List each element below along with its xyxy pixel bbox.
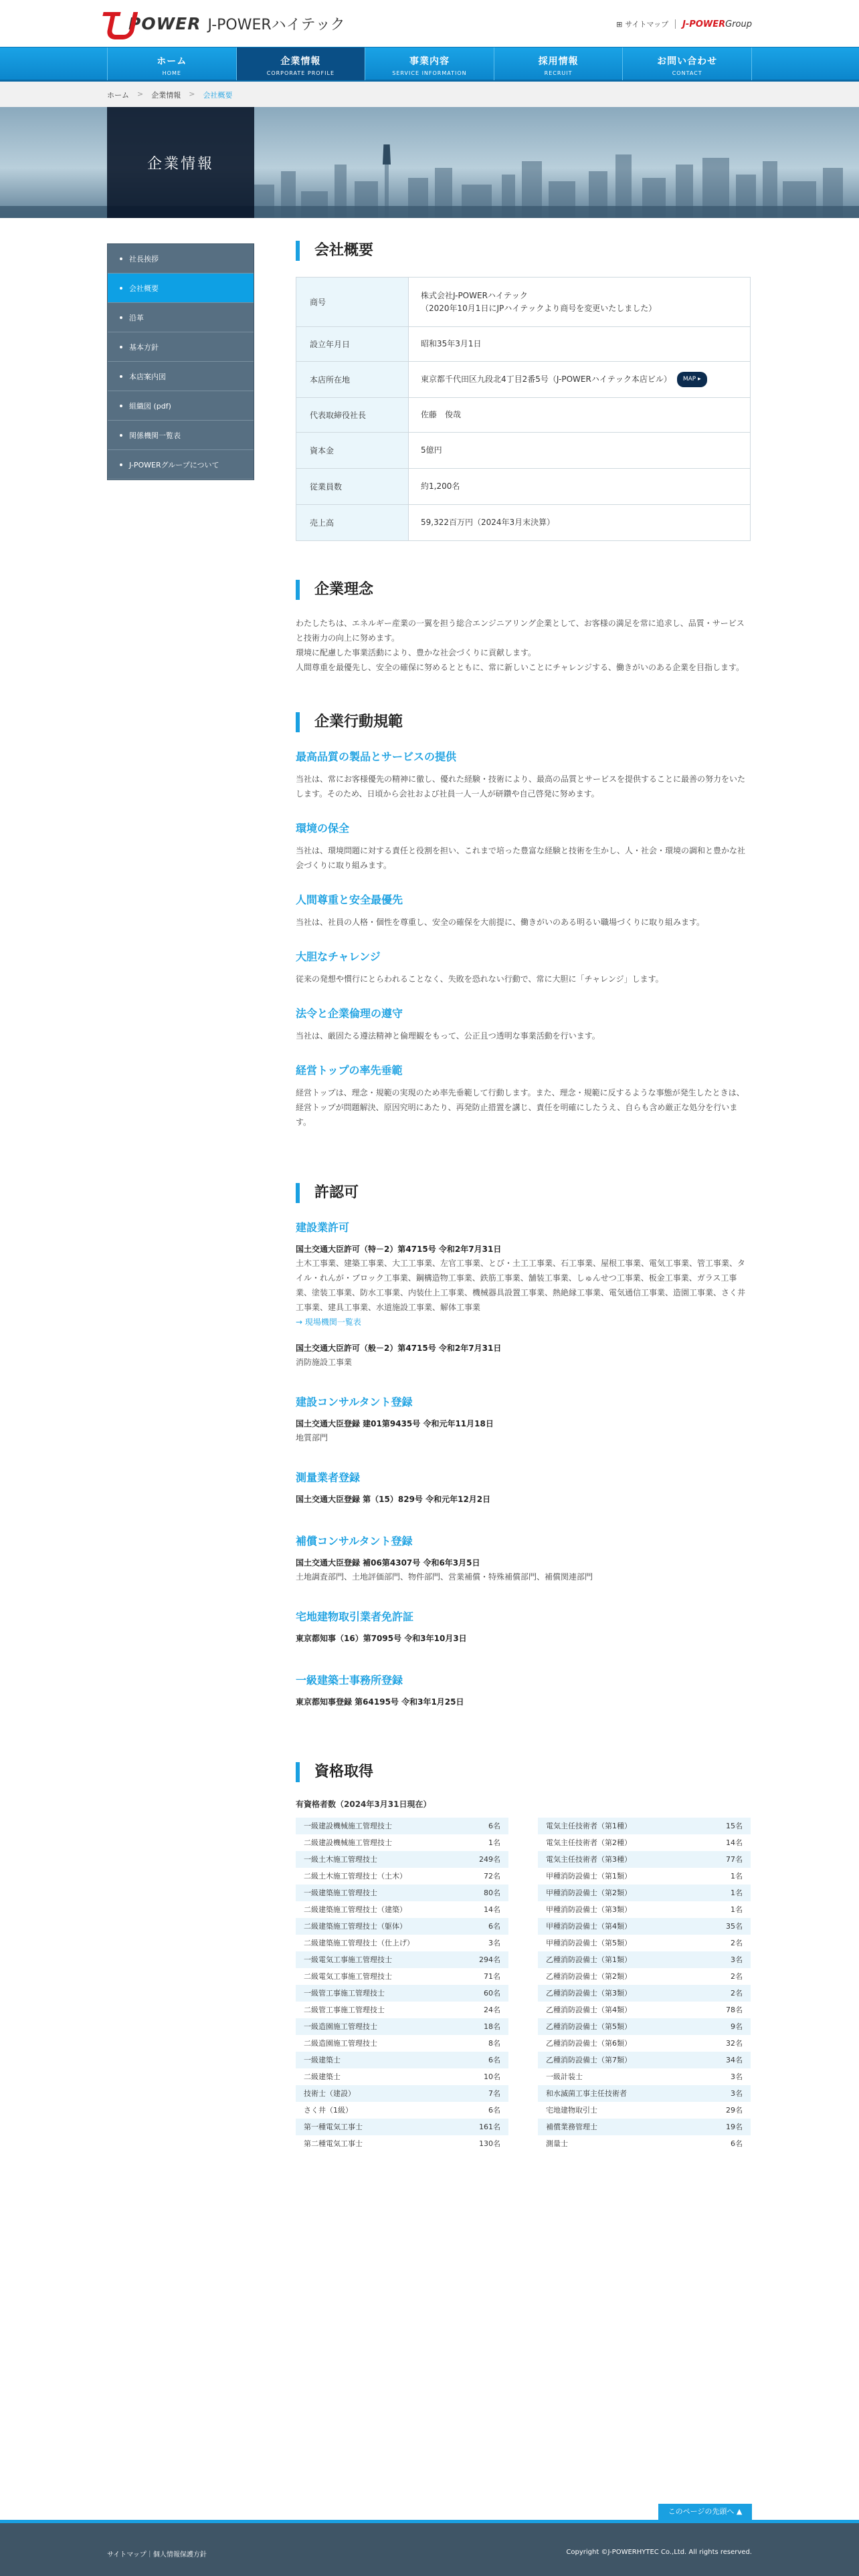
qualification-row (538, 1834, 751, 1851)
qualification-count: 294名 (479, 1955, 500, 1964)
qualifications-column-right (538, 1818, 751, 2152)
sidebar-item-org-chart[interactable]: 組織図 (pdf) (108, 391, 254, 421)
company-name: 株式会社J-POWERハイテック (421, 290, 528, 300)
sidebar-item-related[interactable]: 関係機関一覧表 (108, 421, 254, 450)
philosophy-line: わたしたちは、エネルギー産業の一翼を担う総合エンジニアリング企業として、お客様の満足を常に追求し、品質・サービスと技術力の向上に努めます。 (296, 619, 745, 643)
address-text: 東京都千代田区九段北4丁目2番5号（J-POWERハイテック本店ビル） (421, 374, 672, 384)
row-value: 佐藤 俊哉 (409, 398, 751, 433)
conduct-item-text: 当社は、厳固たる遵法精神と倫理観をもって、公正且つ透明な事業活動を行います。 (296, 1031, 600, 1041)
row-value: 昭和35年3月1日 (409, 327, 751, 362)
qualification-name: 一級建築施工管理技士 (304, 1889, 377, 1897)
sidebar-item-profile[interactable]: 会社概要 (108, 274, 254, 303)
qualification-count: 3名 (488, 1939, 500, 1947)
qualification-row (538, 2102, 751, 2119)
qualification-name: 電気主任技術者（第1種） (546, 1822, 632, 1830)
qualification-row (296, 2068, 508, 2085)
qualification-row (296, 1868, 508, 1885)
row-label: 資本金 (296, 433, 409, 469)
qualification-count: 1名 (488, 1838, 500, 1847)
qualification-row (296, 1985, 508, 2002)
qualification-name: 補償業務管理士 (546, 2123, 597, 2131)
license-title: 一級建築士事務所登録 (296, 1674, 403, 1687)
qualification-count: 1名 (731, 1889, 743, 1897)
gnav-label: お問い合わせ (657, 56, 718, 67)
gnav-label: ホーム (157, 56, 187, 67)
license-detail: 地質部門 (296, 1433, 328, 1442)
qualification-row (538, 1885, 751, 1901)
conduct-item-title: 経営トップの率先垂範 (296, 1064, 403, 1077)
philosophy-heading: 企業理念 (296, 580, 751, 600)
row-value: 5億円 (409, 433, 751, 469)
conduct-item-text: 当社は、常にお客様優先の精神に徹し、優れた経験・技術により、最高の品質とサービスを提供することに最善の努力をいたします。そのため、日頃から会社および社員一人一人が研鑽や自己啓発に努めます。 (296, 774, 746, 798)
qualification-name: 乙種消防設備士（第5類） (546, 2022, 632, 2031)
qualification-name: 甲種消防設備士（第1類） (546, 1872, 632, 1881)
site-footer (0, 2520, 859, 2576)
table-row (296, 327, 751, 362)
conduct-item-title: 大胆なチャレンジ (296, 950, 381, 963)
profile-table (296, 277, 751, 541)
qualification-count: 2名 (731, 1939, 743, 1947)
qualification-name: 甲種消防設備士（第2類） (546, 1889, 632, 1897)
j-power-logo-icon (107, 12, 127, 35)
conduct-item-title: 最高品質の製品とサービスの提供 (296, 750, 457, 763)
qualification-row (538, 1818, 751, 1834)
license-title: 建設コンサルタント登録 (296, 1396, 413, 1408)
qualification-name: 乙種消防設備士（第7類） (546, 2056, 632, 2064)
qualification-name: 宅地建物取引士 (546, 2106, 597, 2115)
qualification-count: 7名 (488, 2089, 500, 2098)
qualification-row (538, 2002, 751, 2018)
page-top-label: このページの先頭へ (668, 2507, 735, 2516)
licenses-heading: 許認可 (296, 1183, 751, 1203)
qualification-row (296, 1901, 508, 1918)
qualification-count: 14名 (484, 1905, 500, 1914)
qualification-row (296, 2102, 508, 2119)
qualification-name: 二級建築施工管理技士（仕上げ） (304, 1939, 414, 1947)
license-detail: 土地調査部門、土地評価部門、物件部門、営業補償・特殊補償部門、補償関連部門 (296, 1572, 593, 1582)
qualification-row (296, 2035, 508, 2052)
row-label: 代表取締役社長 (296, 398, 409, 433)
qualification-row (296, 2052, 508, 2068)
hero-banner (0, 107, 859, 218)
gnav-label: 事業内容 (409, 56, 450, 67)
qualification-name: さく井（1級） (304, 2106, 353, 2115)
map-button[interactable] (677, 372, 707, 387)
qualification-row (538, 2068, 751, 2085)
conduct-item-text: 当社は、環境問題に対する責任と役割を担い、これまで培った豊富な経験と技術を生かし、人・社会・環境の調和と豊かな社会づくりに取り組みます。 (296, 846, 746, 870)
map-button-label: MAP (682, 376, 696, 383)
qualification-count: 14名 (726, 1838, 743, 1847)
qualification-count: 35名 (726, 1922, 743, 1931)
license-number: 国土交通大臣登録 建01第9435号 令和元年11月18日 (296, 1419, 494, 1428)
site-logo[interactable] (107, 12, 345, 35)
qualification-name: 乙種消防設備士（第4類） (546, 2006, 632, 2014)
qualification-count: 18名 (484, 2022, 500, 2031)
gnav-sublabel: CONTACT (672, 70, 702, 76)
site-header (0, 0, 859, 47)
gnav-corporate[interactable] (237, 47, 366, 80)
breadcrumb-separator: > (189, 90, 195, 98)
breadcrumb-separator: > (137, 90, 144, 98)
qualification-name: 甲種消防設備士（第4類） (546, 1922, 632, 1931)
gnav-label: 企業情報 (280, 56, 321, 67)
company-name-note: （2020年10月1日にJPハイテックより商号を変更いたしました） (421, 303, 657, 313)
qualification-count: 3名 (731, 2089, 743, 2098)
conduct-item-text: 当社は、社員の人格・個性を尊重し、安全の確保を大前提に、働きがいのある明るい職場づくりに取り組みます。 (296, 918, 705, 927)
qualification-count: 1名 (731, 1905, 743, 1914)
qualification-name: 二級建築施工管理技士（建築） (304, 1905, 407, 1914)
qualification-count: 249名 (479, 1855, 500, 1864)
qualification-count: 32名 (726, 2039, 743, 2048)
conduct-item-text: 従来の発想や慣行にとらわれることなく、失敗を恐れない行動で、常に大胆に「チャレンジ」します。 (296, 974, 664, 984)
sidebar-item-policy[interactable]: 基本方針 (108, 332, 254, 362)
qualification-row (296, 1968, 508, 1985)
qualification-count: 15名 (726, 1822, 743, 1830)
qualification-row (538, 1901, 751, 1918)
breadcrumb-home[interactable]: ホーム (107, 91, 129, 100)
license-number: 国土交通大臣登録 補06第4307号 令和6年3月5日 (296, 1558, 480, 1568)
breadcrumb-parent[interactable]: 企業情報 (151, 91, 181, 100)
gnav-label: 採用情報 (538, 56, 579, 67)
conduct-item-text: 経営トップは、理念・規範の実現のため率先垂範して行動します。また、理念・規範に反するような事態が発生したときは、経営トップが問題解決、原因究明にあたり、再発防止措置を講じ、責任を明確にしたうえ、自らも含め厳正な処分を行います。 (296, 1088, 745, 1127)
qualification-count: 6名 (488, 1922, 500, 1931)
qualification-row (296, 2135, 508, 2152)
qualification-name: 乙種消防設備士（第2類） (546, 1972, 632, 1981)
copyright: Copyright ©J-POWERHYTEC Co.,Ltd. All rights reserved. (566, 2549, 752, 2556)
qualification-name: 一級管工事施工管理技士 (304, 1989, 385, 1998)
qualification-name: 測量士 (546, 2139, 568, 2148)
gnav-contact[interactable] (623, 47, 752, 80)
qualification-row (538, 2119, 751, 2135)
qualification-row (538, 1918, 751, 1935)
qualification-count: 72名 (484, 1872, 500, 1881)
qualification-row (296, 1834, 508, 1851)
qualifications-heading: 資格取得 (296, 1762, 751, 1782)
group-logo-text: J-POWER (682, 19, 726, 29)
table-row (296, 433, 751, 469)
qualification-name: 電気主任技術者（第2種） (546, 1838, 632, 1847)
table-row (296, 505, 751, 541)
arrow-up-icon: ▲ (736, 2507, 743, 2516)
qualification-count: 6名 (488, 1822, 500, 1830)
qualification-row (296, 1935, 508, 1951)
license-number: 東京都知事登録 第64195号 令和3年1月25日 (296, 1697, 464, 1707)
license-number: 東京都知事（16）第7095号 令和3年10月3日 (296, 1634, 467, 1643)
qualification-name: 一級造園施工管理技士 (304, 2022, 377, 2031)
table-row (296, 278, 751, 327)
qualification-row (538, 1951, 751, 1968)
qualification-count: 77名 (726, 1855, 743, 1864)
conduct-item-title: 法令と企業倫理の遵守 (296, 1007, 403, 1020)
qualification-row (296, 1885, 508, 1901)
sitemap-icon: ⊞ (616, 19, 623, 29)
utility-nav (616, 19, 752, 29)
qualification-row (538, 1851, 751, 1868)
breadcrumb (0, 82, 859, 107)
site-list-link[interactable]: → 現場機関一覧表 (296, 1317, 361, 1327)
hero-title: 企業情報 (107, 107, 254, 218)
qualification-name: 乙種消防設備士（第6類） (546, 2039, 632, 2048)
gnav-sublabel: HOME (162, 70, 181, 76)
qualification-row (538, 1868, 751, 1885)
qualification-name: 一級計装士 (546, 2072, 583, 2081)
qualifications-column-left (296, 1818, 508, 2152)
utility-divider (675, 19, 676, 29)
gnav-service[interactable] (365, 47, 494, 80)
qualification-name: 第一種電気工事士 (304, 2123, 363, 2131)
philosophy-line: 環境に配慮した事業活動により、豊かな社会づくりに貢献します。 (296, 648, 537, 657)
qualification-name: 一級土木施工管理技士 (304, 1855, 377, 1864)
qualification-row (538, 2035, 751, 2052)
row-label: 設立年月日 (296, 327, 409, 362)
qualification-count: 24名 (484, 2006, 500, 2014)
qualification-name: 二級建築士 (304, 2072, 341, 2081)
qualification-name: 二級建築施工管理技士（躯体） (304, 1922, 407, 1931)
qualifications-date: 有資格者数（2024年3月31日現在） (296, 1800, 432, 1809)
qualification-row (538, 1935, 751, 1951)
qualification-count: 9名 (731, 2022, 743, 2031)
qualifications-table (296, 1818, 751, 2152)
table-row (296, 469, 751, 505)
qualification-row (296, 2119, 508, 2135)
qualification-row (538, 2135, 751, 2152)
qualification-name: 和水滅菌工事主任技術者 (546, 2089, 627, 2098)
gnav-sublabel: SERVICE INFORMATION (392, 70, 467, 76)
qualification-count: 29名 (726, 2106, 743, 2115)
logo-power-text: POWER (128, 13, 201, 33)
qualification-name: 二級造園施工管理技士 (304, 2039, 377, 2048)
sidebar-item-history[interactable]: 沿革 (108, 303, 254, 332)
jpower-group-logo[interactable] (682, 19, 752, 29)
qualification-row (296, 2085, 508, 2102)
qualification-name: 第二種電気工事士 (304, 2139, 363, 2148)
row-value (409, 362, 751, 398)
license-number: 国土交通大臣許可（般－2）第4715号 令和2年7月31日 (296, 1344, 502, 1353)
qualification-name: 二級管工事施工管理技士 (304, 2006, 385, 2014)
row-value (409, 278, 751, 327)
qualification-name: 甲種消防設備士（第3類） (546, 1905, 632, 1914)
qualification-name: 二級電気工事施工管理技士 (304, 1972, 392, 1981)
license-title: 建設業許可 (296, 1221, 350, 1234)
row-value: 約1,200名 (409, 469, 751, 505)
qualification-name: 技術士（建設） (304, 2089, 355, 2098)
qualification-count: 3名 (731, 2072, 743, 2081)
table-row (296, 362, 751, 398)
license-detail: 消防施設工事業 (296, 1358, 353, 1367)
conduct-item-title: 環境の保全 (296, 822, 350, 835)
qualification-name: 電気主任技術者（第3種） (546, 1855, 632, 1864)
gnav-recruit[interactable] (494, 47, 624, 80)
sidebar-item-greeting[interactable]: 社長挨拶 (108, 244, 254, 274)
qualification-count: 60名 (484, 1989, 500, 1998)
qualification-row (296, 2018, 508, 2035)
qualification-count: 78名 (726, 2006, 743, 2014)
footer-links[interactable]: サイトマップ｜個人情報保護方針 (107, 2551, 207, 2559)
logo-company-name: J-POWERハイテック (207, 16, 345, 33)
qualification-name: 乙種消防設備士（第1類） (546, 1955, 632, 1964)
global-nav (0, 47, 859, 82)
conduct-item-title: 人間尊重と安全最優先 (296, 893, 403, 906)
qualification-name: 乙種消防設備士（第3類） (546, 1989, 632, 1998)
qualification-count: 6名 (731, 2139, 743, 2148)
qualification-row (538, 1968, 751, 1985)
qualification-count: 161名 (479, 2123, 500, 2131)
qualification-count: 10名 (484, 2072, 500, 2081)
page-top-button[interactable] (658, 2504, 752, 2520)
philosophy-line: 人間尊重を最優先し、安全の確保に努めるとともに、常に新しいことにチャレンジする、働きがいのある企業を目指します。 (296, 663, 745, 672)
qualification-count: 71名 (484, 1972, 500, 1981)
qualification-row (296, 2002, 508, 2018)
qualification-name: 一級電気工事施工管理技士 (304, 1955, 392, 1964)
qualification-count: 80名 (484, 1889, 500, 1897)
sidebar-nav (107, 243, 254, 480)
license-title: 補償コンサルタント登録 (296, 1535, 413, 1547)
qualification-row (538, 1985, 751, 2002)
qualification-count: 6名 (488, 2056, 500, 2064)
qualification-row (296, 1818, 508, 1834)
qualification-count: 8名 (488, 2039, 500, 2048)
qualification-name: 甲種消防設備士（第5類） (546, 1939, 632, 1947)
license-title: 測量業者登録 (296, 1471, 361, 1484)
conduct-heading: 企業行動規範 (296, 712, 751, 732)
row-value: 59,322百万円（2024年3月末決算） (409, 505, 751, 541)
qualification-count: 6名 (488, 2106, 500, 2115)
qualification-count: 34名 (726, 2056, 743, 2064)
qualification-count: 2名 (731, 1989, 743, 1998)
qualification-count: 1名 (731, 1872, 743, 1881)
qualification-row (296, 1951, 508, 1968)
row-label: 売上高 (296, 505, 409, 541)
qualification-count: 2名 (731, 1972, 743, 1981)
sitemap-link[interactable]: サイトマップ (625, 20, 669, 29)
license-title: 宅地建物取引業者免許証 (296, 1610, 414, 1623)
qualification-row (538, 2052, 751, 2068)
gnav-sublabel: CORPORATE PROFILE (266, 70, 335, 76)
profile-heading: 会社概要 (296, 241, 751, 261)
qualification-row (538, 2085, 751, 2102)
qualification-name: 一級建築士 (304, 2056, 341, 2064)
license-detail: 土木工事業、建築工事業、大工工事業、左官工事業、とび・土工工事業、石工事業、屋根工事業、電気工事業、管工事業、タイル・れんが・ブロック工事業、鋼構造物工事業、鉄筋工事業、舗装工事業、しゅんせつ工事業、板金工事業、ガラス工事業、塗装工事業、防水工事業、内装仕上工事業、機械器具設置工事業、熱絶縁工事業、電気通信工事業、造園工事業、さく井工事業、建具工事業、水道施設工事業、解体工事業 (296, 1259, 746, 1312)
gnav-home[interactable] (108, 47, 237, 80)
row-label: 本店所在地 (296, 362, 409, 398)
qualification-row (296, 1918, 508, 1935)
main-content (296, 241, 751, 2152)
qualification-count: 130名 (479, 2139, 500, 2148)
license-number: 国土交通大臣許可（特－2）第4715号 令和2年7月31日 (296, 1245, 502, 1254)
qualification-row (538, 2018, 751, 2035)
qualification-name: 二級土木施工管理技士（土木） (304, 1872, 407, 1881)
qualification-count: 3名 (731, 1955, 743, 1964)
license-number: 国土交通大臣登録 第（15）829号 令和元年12月2日 (296, 1495, 491, 1504)
qualification-name: 一級建設機械施工管理技士 (304, 1822, 392, 1830)
group-logo-suffix: Group (725, 19, 752, 29)
table-row (296, 398, 751, 433)
qualification-count: 19名 (726, 2123, 743, 2131)
qualification-row (296, 1851, 508, 1868)
row-label: 従業員数 (296, 469, 409, 505)
breadcrumb-current: 会社概要 (203, 91, 233, 100)
arrow-right-icon: ▸ (698, 376, 701, 383)
sidebar-item-group[interactable]: J-POWERグループについて (108, 450, 254, 479)
sidebar-item-access[interactable]: 本店案内図 (108, 362, 254, 391)
row-label: 商号 (296, 278, 409, 327)
qualification-name: 二級建設機械施工管理技士 (304, 1838, 392, 1847)
gnav-sublabel: RECRUIT (544, 70, 573, 76)
